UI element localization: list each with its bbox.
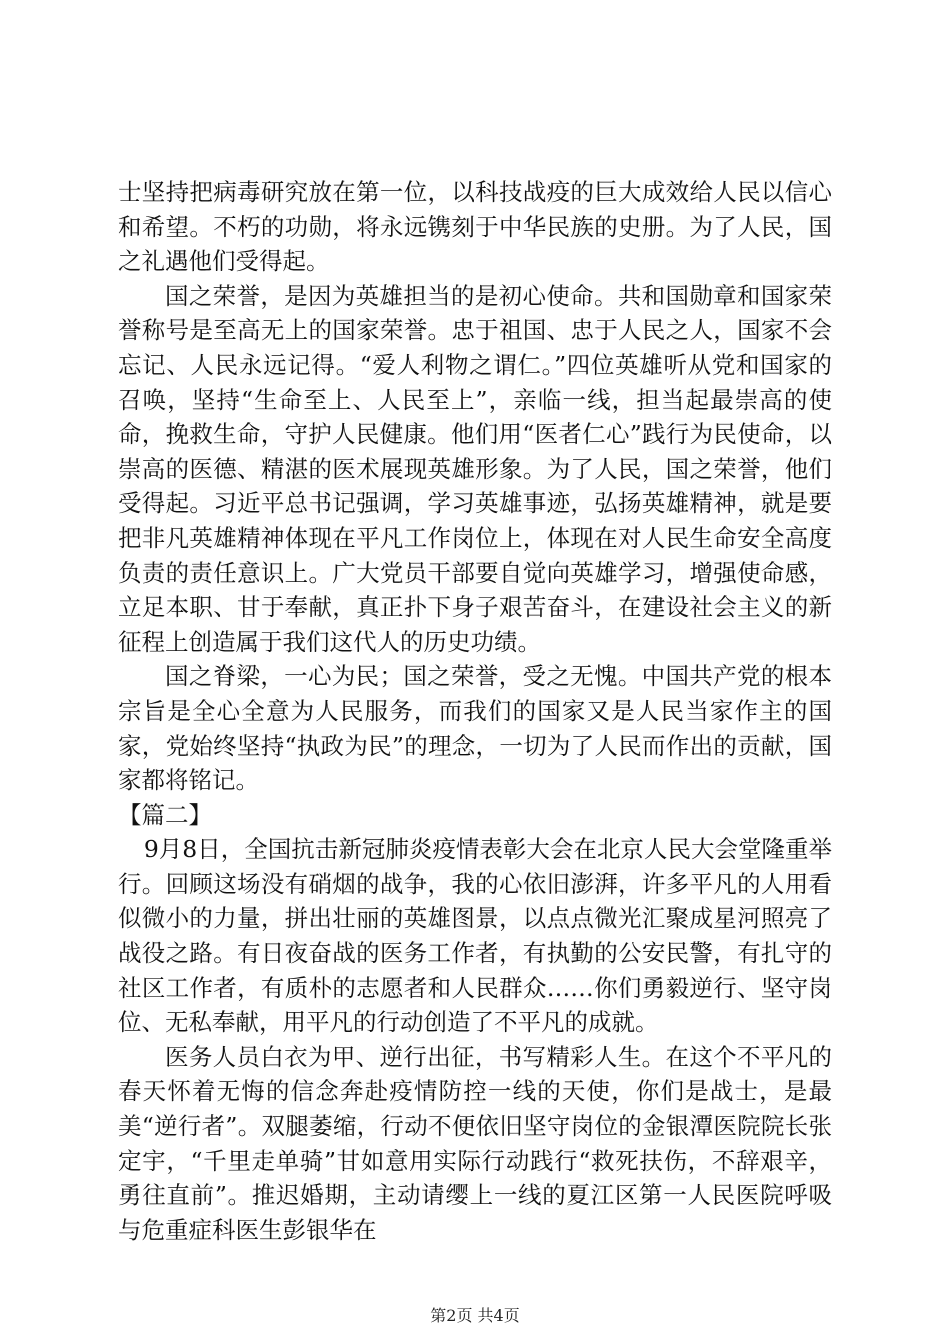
- page-number-footer: 第2页 共4页: [430, 1306, 520, 1325]
- paragraph-medical-staff: 医务人员白衣为甲、逆行出征，书写精彩人生。在这个不平凡的春天怀着无悔的信念奔赴疫情防控一线的天使，你们是战士，是最美“逆行者”。双腿萎缩，行动不便依旧坚守岗位的金银潭医院院长张定宇，“千里走单骑”甘如意用实际行动践行“救死扶伤，不辞艰辛，勇往直前”。推迟婚期，主动请缨上一线的夏江区第一人民医院呼吸与危重症科医生彭银华在: [118, 1042, 832, 1244]
- document-body: [118, 175, 832, 1247]
- section-heading: 【篇二】: [118, 800, 212, 829]
- paragraph-continuation: 士坚持把病毒研究放在第一位，以科技战疫的巨大成效给人民以信心和希望。不朽的功勋，将永远镌刻于中华民族的史册。为了人民，国之礼遇他们受得起。: [118, 178, 832, 276]
- paragraph-national-honor: 国之荣誉，是因为英雄担当的是初心使命。共和国勋章和国家荣誉称号是至高无上的国家荣誉。忠于祖国、忠于人民之人，国家不会忘记、人民永远记得。“爱人利物之谓仁。”四位英雄听从党和国家的召唤，坚持“生命至上、人民至上”，亲临一线，担当起最崇高的使命，挽救生命，守护人民健康。他们用“医者仁心”践行为民使命，以崇高的医德、精湛的医术展现英雄形象。为了人民，国之荣誉，他们受得起。习近平总书记强调，学习英雄事迹，弘扬英雄精神，就是要把非凡英雄精神体现在平凡工作岗位上，体现在对人民生命安全高度负责的责任意识上。广大党员干部要自觉向英雄学习，增强使命感，立足本职、甘于奉献，真正扑下身子艰苦奋斗，在建设社会主义的新征程上创造属于我们这代人的历史功绩。: [118, 281, 832, 656]
- paragraph-national-backbone: 国之脊梁，一心为民；国之荣誉，受之无愧。中国共产党的根本宗旨是全心全意为人民服务，而我们的国家又是人民当家作主的国家，党始终坚持“执政为民”的理念，一切为了人民而作出的贡献，国家都将铭记。: [118, 662, 832, 795]
- paragraph-commendation-meeting: 9月8日，全国抗击新冠肺炎疫情表彰大会在北京人民大会堂隆重举行。回顾这场没有硝烟的战争，我的心依旧澎湃，许多平凡的人用看似微小的力量，拼出壮丽的英雄图景，以点点微光汇聚成星河照亮了战役之路。有日夜奋战的医务工作者，有执勤的公安民警，有扎守的社区工作者，有质朴的志愿者和人民群众……你们勇毅逆行、坚守岗位、无私奉献，用平凡的行动创造了不平凡的成就。: [118, 835, 832, 1037]
